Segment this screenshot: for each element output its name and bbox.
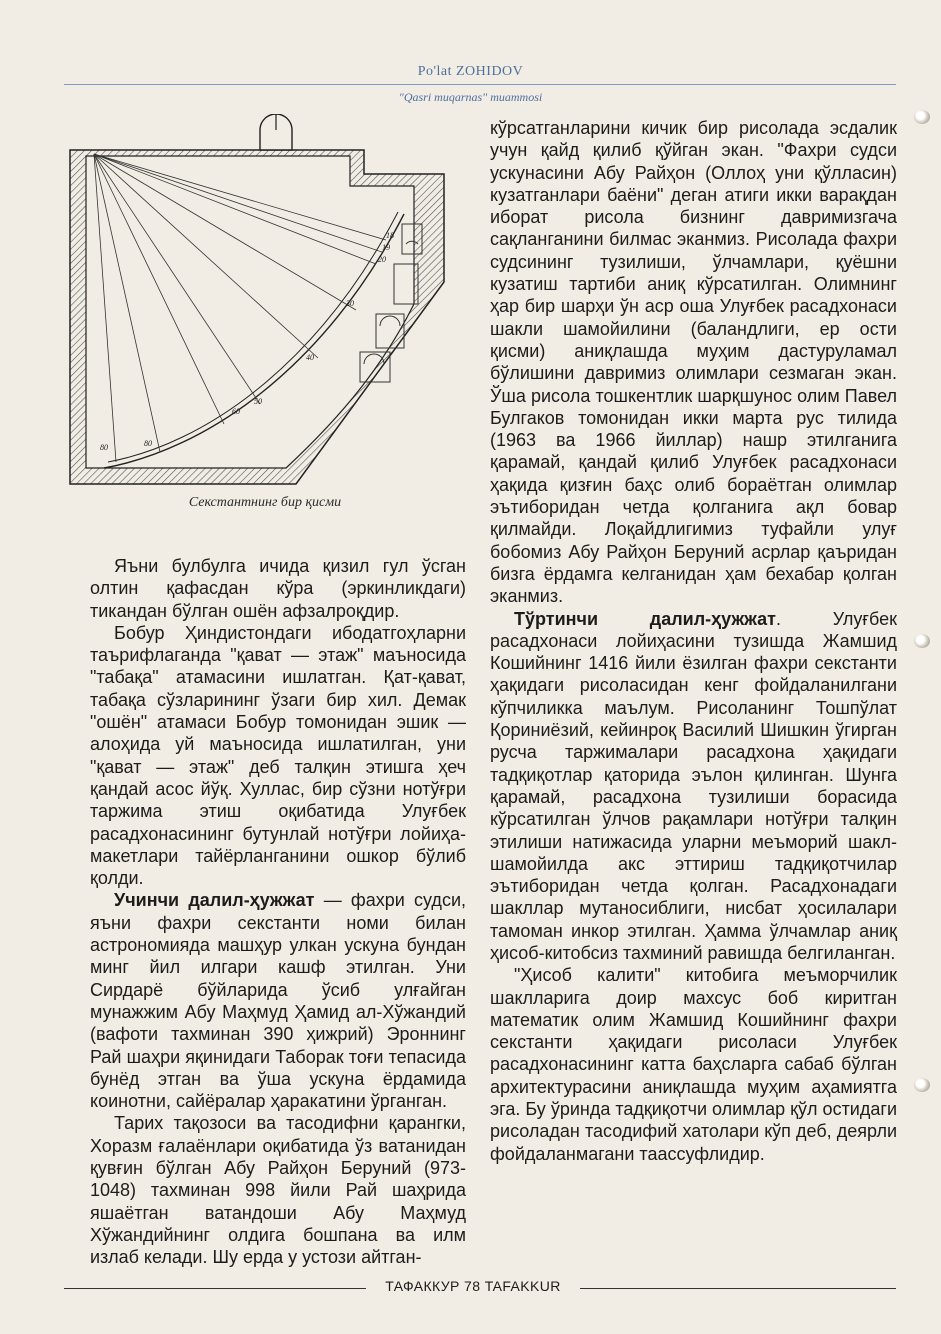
figure-label: 80	[100, 443, 108, 452]
paragraph: кўрсатганларини кичик бир рисолада эсдалик учун қайд қилиб қўйган экан. "Фахри судси ускунасини Абу Райҳон (Оллоҳ уни қўлласин) кузатганлари баёни" деган атиги икки варақдан иборат рисола бизнинг давримизгача сақланганини билмас эканмиз. Рисолада фахри судсининг тузилиши, ўлчамлари, қуёшни кузатиш тартиби аниқ кўрсатилган. Олимнинг ҳар бир шарҳи ўн аср оша Улуғбек расадхонаси шакли шамойилини (баландлиги, ер ости қисми) аниқлашда муҳим дастуруламал бўлишини давримиз олимлари сезмаган экан. Ўша рисола тошкентлик шарқшунос олим Павел Булгаков томонидан икки марта рус тилида (1963 ва 1966 йиллар) нашр этилганига қарамай, қандай қилиб Улуғбек расадхонаси ҳақида қизғин баҳс олиб бораётган олимлар эътиборидан четда қолганига ақл бовар қилмайди. Лоқайдлигимиз туфайли улуғ бобомиз Абу Райҳон Беруний асрлар қаъридан бизга ёрдамга келганидан ҳам бехабар қолган эканмиз.	[490, 118, 897, 607]
sextant-figure	[64, 114, 466, 494]
paragraph	[90, 889, 466, 1112]
figure-label: 50	[254, 397, 262, 406]
figure-label: 19	[382, 243, 390, 252]
header-author: Po'lat ZOHIDOV	[417, 64, 524, 79]
figure-label: 20	[378, 255, 386, 264]
right-column	[490, 117, 897, 1165]
paragraph	[490, 608, 897, 965]
section-lead: Учинчи далил-ҳужжат	[114, 890, 315, 911]
figure-label: 30	[346, 299, 354, 308]
figure-label: 60	[232, 407, 240, 416]
footer-page-label: ТАФАККУР 78 TAFAKKUR	[385, 1278, 561, 1294]
figure-label: 18	[386, 231, 394, 240]
margin-mark-icon	[914, 110, 930, 124]
paragraph: "Ҳисоб калити" китобига меъморчилик шаклларига доир махсус боб киритган математик олим Жамшид Кошийнинг фахри секстанти ҳақидаги рисоласи Улуғбек расадхонасининг катта баҳсларга сабаб бўлган архитектурасини аниқлашда муҳим аҳамиятга эга. Бу ўринда тадқиқотчи олимлар қўл остидаги рисоладан тасодифий хатолари кўп деб, деярли фойдаланмагани таассуфлидир.	[490, 965, 897, 1164]
left-column	[90, 555, 466, 1269]
header-article-title: "Qasri muqarnas" muammosi	[398, 90, 543, 104]
margin-mark-icon	[914, 634, 930, 648]
paragraph-text: — фахри судси, яъни фахри секстанти номи билан астрономияда машҳур улкан ускуна бундан минг йил илгари кашф этилган. Уни Сирдарё бўйларида ўсиб улғайган мунажжим Абу Маҳмуд Ҳамид ал-Хўжандий (вафоти тахминан 390 ҳижрий) Эроннинг Рай шаҳри яқинидаги Таборак тоғи тепасида бунёд этган ва ўша ускуна ёрдамида коинотни, сайёралар ҳаракатини ўрганган.	[90, 890, 466, 1112]
figure-label: 80	[144, 439, 152, 448]
paragraph: Яъни булбулга ичида қизил гул ўсган олтин қафасдан кўра (эркинликдаги) тикандан бўлган ошён афзалроқдир.	[90, 556, 466, 621]
section-lead: Тўртинчи далил-ҳужжат	[514, 608, 776, 629]
header-rule	[64, 84, 896, 85]
paragraph: Бобур Ҳиндистондаги ибодатгоҳларни таърифлаганда "қават — этаж" маъносида "табақа" атамасини ишлатган. Қат-қават, табақа сўзларининг ўзаги бир хил. Демак "ошён" атамаси Бобур томонидан эшик — алоҳида уй маъносида ишлатилган, уни "қават — этаж" деб талқин этишга ҳеч қандай асос йўқ. Хуллас, бир сўзни нотўғри таржима этиш оқибатида Улуғбек расадхонасининг бутунлай нотўғри лойиҳа-макетлари тайёрланганини ошкор бўлиб қолди.	[90, 622, 466, 889]
margin-mark-icon	[914, 1078, 930, 1092]
sextant-drawing	[64, 114, 466, 494]
figure-label: 40	[306, 353, 314, 362]
footer-rule-right	[580, 1288, 896, 1289]
footer-rule-left	[64, 1288, 366, 1289]
figure-caption: Секстантнинг бир қисми	[188, 495, 342, 510]
paragraph-text: . Улуғбек расадхонаси лойиҳасини тузишда Жамшид Кошийнинг 1416 йили ёзилган фахри секстанти ҳақидаги рисоласидан кенг фойдаланилгани кўпчиликка маълум. Рисоланинг Тошпўлат Қориниёзий, кейинроқ Василий Шишкин ўгирган русча таржималари расадхона ҳақидаги тадқиқотлар қаторида эълон қилинган. Шунга қарамай, расадхона тузилиши борасида кўрсатилган ўлчов рақамлари нотўғри талқин этилиши натижасида уларни меъморий шакл-шамойилда акс эттириш тадқиқотчилар эътиборидан четда қолган. Расадхонадаги шакллар мутаносиблиги, нисбат ҳосилалари тамоман инкор этилган. Ҳамма ўлчамлар аниқ ҳисоб-китобсиз тахминий равишда белгиланган.	[490, 608, 897, 963]
paragraph: Тарих тақозоси ва тасодифни қарангки, Хоразм ғалаёнлари оқибатида ўз ватанидан қувғин бўлган Абу Райҳон Беруний (973-1048) тахминан 998 йили Рай шаҳрида яшаётган ватандоши Абу Маҳмуд Хўжандийнинг олдига бошпана ва илм излаб келади. Шу ерда у устози айтган-	[90, 1113, 466, 1268]
